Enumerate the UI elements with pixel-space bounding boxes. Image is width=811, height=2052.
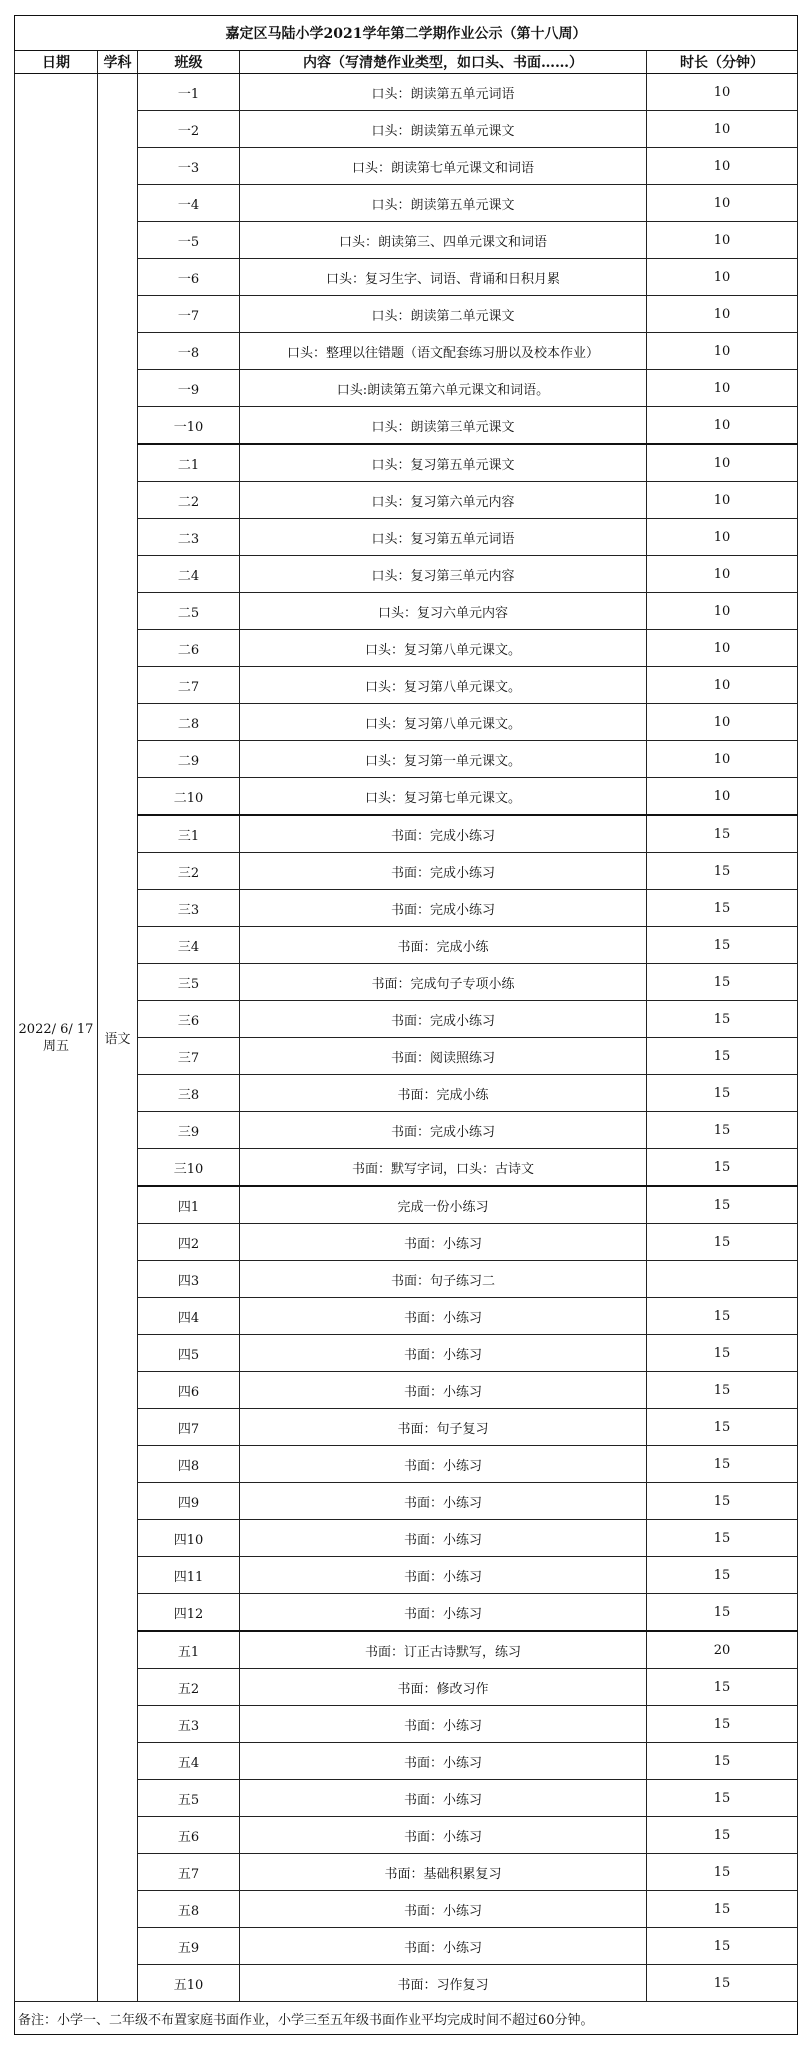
class-cell: 二2 [138, 482, 240, 519]
content-cell: 口头：朗读第二单元课文 [240, 296, 647, 333]
weekday-value: 周五 [42, 1038, 69, 1054]
content-cell: 书面：小练习 [240, 1928, 647, 1965]
duration-cell: 15 [647, 1335, 798, 1372]
header-content: 内容（写清楚作业类型，如口头、书面……） [240, 51, 647, 74]
duration-cell: 15 [647, 1743, 798, 1780]
content-cell: 书面：小练习 [240, 1224, 647, 1261]
class-cell: 三6 [138, 1001, 240, 1038]
duration-cell: 10 [647, 370, 798, 407]
content-cell: 口头：朗读第三单元课文 [240, 407, 647, 445]
duration-cell: 10 [647, 74, 798, 111]
duration-cell: 15 [647, 815, 798, 853]
class-cell: 二4 [138, 556, 240, 593]
duration-cell: 15 [647, 1038, 798, 1075]
content-cell: 书面：小练习 [240, 1817, 647, 1854]
content-cell: 书面：完成小练 [240, 927, 647, 964]
class-cell: 一1 [138, 74, 240, 111]
content-cell: 口头：复习第八单元课文。 [240, 704, 647, 741]
duration-cell: 10 [647, 111, 798, 148]
class-cell: 五7 [138, 1854, 240, 1891]
content-cell: 口头：复习第五单元词语 [240, 519, 647, 556]
content-cell: 书面：默写字词，口头：古诗文 [240, 1149, 647, 1187]
duration-cell: 15 [647, 1224, 798, 1261]
duration-cell: 10 [647, 222, 798, 259]
duration-cell: 15 [647, 1891, 798, 1928]
content-cell: 书面：小练习 [240, 1891, 647, 1928]
content-cell: 口头：整理以往错题（语文配套练习册以及校本作业） [240, 333, 647, 370]
duration-cell: 10 [647, 556, 798, 593]
remark-note: 备注：小学一、二年级不布置家庭书面作业，小学三至五年级书面作业平均完成时间不超过60分钟。 [15, 2002, 798, 2035]
content-cell: 口头：复习生字、词语、背诵和日积月累 [240, 259, 647, 296]
content-cell: 口头：朗读第三、四单元课文和词语 [240, 222, 647, 259]
duration-cell: 10 [647, 630, 798, 667]
class-cell: 五1 [138, 1631, 240, 1669]
duration-cell: 10 [647, 444, 798, 482]
duration-cell: 15 [647, 1669, 798, 1706]
class-cell: 三7 [138, 1038, 240, 1075]
class-cell: 一3 [138, 148, 240, 185]
duration-cell: 15 [647, 1594, 798, 1632]
class-cell: 二10 [138, 778, 240, 816]
class-cell: 三9 [138, 1112, 240, 1149]
duration-cell: 15 [647, 1780, 798, 1817]
header-row [15, 51, 798, 74]
class-cell: 一7 [138, 296, 240, 333]
duration-cell: 20 [647, 1631, 798, 1669]
duration-cell: 15 [647, 1928, 798, 1965]
content-cell: 书面：句子练习二 [240, 1261, 647, 1298]
duration-cell: 10 [647, 296, 798, 333]
duration-cell [647, 1261, 798, 1298]
class-cell: 一6 [138, 259, 240, 296]
class-cell: 五3 [138, 1706, 240, 1743]
duration-cell: 15 [647, 890, 798, 927]
class-cell: 五5 [138, 1780, 240, 1817]
content-cell: 书面：小练习 [240, 1780, 647, 1817]
content-cell: 书面：小练习 [240, 1706, 647, 1743]
header-subject: 学科 [98, 51, 138, 74]
duration-cell: 10 [647, 741, 798, 778]
duration-cell: 10 [647, 407, 798, 445]
duration-cell: 15 [647, 964, 798, 1001]
content-cell: 书面：小练习 [240, 1372, 647, 1409]
duration-cell: 15 [647, 1483, 798, 1520]
class-cell: 二3 [138, 519, 240, 556]
duration-cell: 10 [647, 593, 798, 630]
class-cell: 三2 [138, 853, 240, 890]
table-row [15, 74, 798, 111]
duration-cell: 15 [647, 1001, 798, 1038]
duration-cell: 15 [647, 1706, 798, 1743]
content-cell: 书面：句子复习 [240, 1409, 647, 1446]
duration-cell: 10 [647, 778, 798, 816]
class-cell: 一2 [138, 111, 240, 148]
duration-cell: 15 [647, 1298, 798, 1335]
duration-cell: 15 [647, 1965, 798, 2002]
content-cell: 口头：朗读第五单元词语 [240, 74, 647, 111]
content-cell: 书面：完成句子专项小练 [240, 964, 647, 1001]
sheet-title: 嘉定区马陆小学2021学年第二学期作业公示（第十八周） [15, 16, 798, 51]
content-cell: 口头：朗读第五单元课文 [240, 111, 647, 148]
class-cell: 五8 [138, 1891, 240, 1928]
duration-cell: 15 [647, 927, 798, 964]
content-cell: 书面：小练习 [240, 1483, 647, 1520]
duration-cell: 10 [647, 519, 798, 556]
class-cell: 五4 [138, 1743, 240, 1780]
content-cell: 口头:朗读第五第六单元课文和词语。 [240, 370, 647, 407]
class-cell: 四4 [138, 1298, 240, 1335]
class-cell: 四9 [138, 1483, 240, 1520]
class-cell: 二7 [138, 667, 240, 704]
duration-cell: 15 [647, 1854, 798, 1891]
header-date: 日期 [15, 51, 98, 74]
content-cell: 口头：朗读第七单元课文和词语 [240, 148, 647, 185]
class-cell: 五9 [138, 1928, 240, 1965]
homework-table [14, 15, 798, 2035]
content-cell: 书面：阅读照练习 [240, 1038, 647, 1075]
content-cell: 口头：朗读第五单元课文 [240, 185, 647, 222]
class-cell: 二9 [138, 741, 240, 778]
class-cell: 一10 [138, 407, 240, 445]
class-cell: 二5 [138, 593, 240, 630]
duration-cell: 15 [647, 1075, 798, 1112]
title-row [15, 16, 798, 51]
date-value: 2022/ 6/ 17 [18, 1021, 94, 1037]
content-cell: 书面：完成小练习 [240, 1112, 647, 1149]
class-cell: 三3 [138, 890, 240, 927]
header-class: 班级 [138, 51, 240, 74]
duration-cell: 15 [647, 1186, 798, 1224]
class-cell: 三10 [138, 1149, 240, 1187]
duration-cell: 10 [647, 185, 798, 222]
content-cell: 书面：小练习 [240, 1594, 647, 1632]
class-cell: 一4 [138, 185, 240, 222]
content-cell: 书面：订正古诗默写，练习 [240, 1631, 647, 1669]
class-cell: 四8 [138, 1446, 240, 1483]
content-cell: 口头：复习第三单元内容 [240, 556, 647, 593]
content-cell: 书面：完成小练习 [240, 890, 647, 927]
content-cell: 书面：小练习 [240, 1743, 647, 1780]
class-cell: 二1 [138, 444, 240, 482]
homework-sheet [14, 15, 797, 2035]
class-cell: 一9 [138, 370, 240, 407]
content-cell: 口头：复习六单元内容 [240, 593, 647, 630]
duration-cell: 15 [647, 1112, 798, 1149]
header-duration: 时长（分钟） [647, 51, 798, 74]
class-cell: 三8 [138, 1075, 240, 1112]
duration-cell: 10 [647, 333, 798, 370]
content-cell: 书面：完成小练习 [240, 1001, 647, 1038]
class-cell: 四6 [138, 1372, 240, 1409]
class-cell: 四12 [138, 1594, 240, 1632]
content-cell: 口头：复习第七单元课文。 [240, 778, 647, 816]
content-cell: 口头：复习第五单元课文 [240, 444, 647, 482]
content-cell: 书面：小练习 [240, 1557, 647, 1594]
duration-cell: 10 [647, 482, 798, 519]
content-cell: 完成一份小练习 [240, 1186, 647, 1224]
content-cell: 书面：完成小练 [240, 1075, 647, 1112]
class-cell: 四2 [138, 1224, 240, 1261]
content-cell: 口头：复习第一单元课文。 [240, 741, 647, 778]
duration-cell: 10 [647, 667, 798, 704]
class-cell: 五6 [138, 1817, 240, 1854]
remark-row [15, 2002, 798, 2035]
class-cell: 二6 [138, 630, 240, 667]
class-cell: 二8 [138, 704, 240, 741]
content-cell: 书面：小练习 [240, 1298, 647, 1335]
content-cell: 书面：完成小练习 [240, 853, 647, 890]
content-cell: 书面：完成小练习 [240, 815, 647, 853]
class-cell: 四3 [138, 1261, 240, 1298]
duration-cell: 15 [647, 1557, 798, 1594]
class-cell: 三1 [138, 815, 240, 853]
class-cell: 四7 [138, 1409, 240, 1446]
duration-cell: 15 [647, 1520, 798, 1557]
class-cell: 四5 [138, 1335, 240, 1372]
content-cell: 书面：小练习 [240, 1520, 647, 1557]
content-cell: 口头：复习第六单元内容 [240, 482, 647, 519]
content-cell: 书面：基础积累复习 [240, 1854, 647, 1891]
class-cell: 一8 [138, 333, 240, 370]
class-cell: 三4 [138, 927, 240, 964]
duration-cell: 15 [647, 1372, 798, 1409]
class-cell: 四10 [138, 1520, 240, 1557]
content-cell: 书面：小练习 [240, 1446, 647, 1483]
subject-cell: 语文 [98, 74, 138, 2002]
duration-cell: 15 [647, 1149, 798, 1187]
duration-cell: 15 [647, 1817, 798, 1854]
class-cell: 一5 [138, 222, 240, 259]
date-cell [15, 74, 98, 2002]
duration-cell: 15 [647, 1446, 798, 1483]
content-cell: 口头：复习第八单元课文。 [240, 667, 647, 704]
duration-cell: 10 [647, 148, 798, 185]
content-cell: 书面：习作复习 [240, 1965, 647, 2002]
content-cell: 书面：修改习作 [240, 1669, 647, 1706]
class-cell: 三5 [138, 964, 240, 1001]
duration-cell: 10 [647, 704, 798, 741]
class-cell: 四11 [138, 1557, 240, 1594]
content-cell: 书面：小练习 [240, 1335, 647, 1372]
duration-cell: 10 [647, 259, 798, 296]
class-cell: 五10 [138, 1965, 240, 2002]
duration-cell: 15 [647, 853, 798, 890]
class-cell: 五2 [138, 1669, 240, 1706]
duration-cell: 15 [647, 1409, 798, 1446]
content-cell: 口头：复习第八单元课文。 [240, 630, 647, 667]
class-cell: 四1 [138, 1186, 240, 1224]
